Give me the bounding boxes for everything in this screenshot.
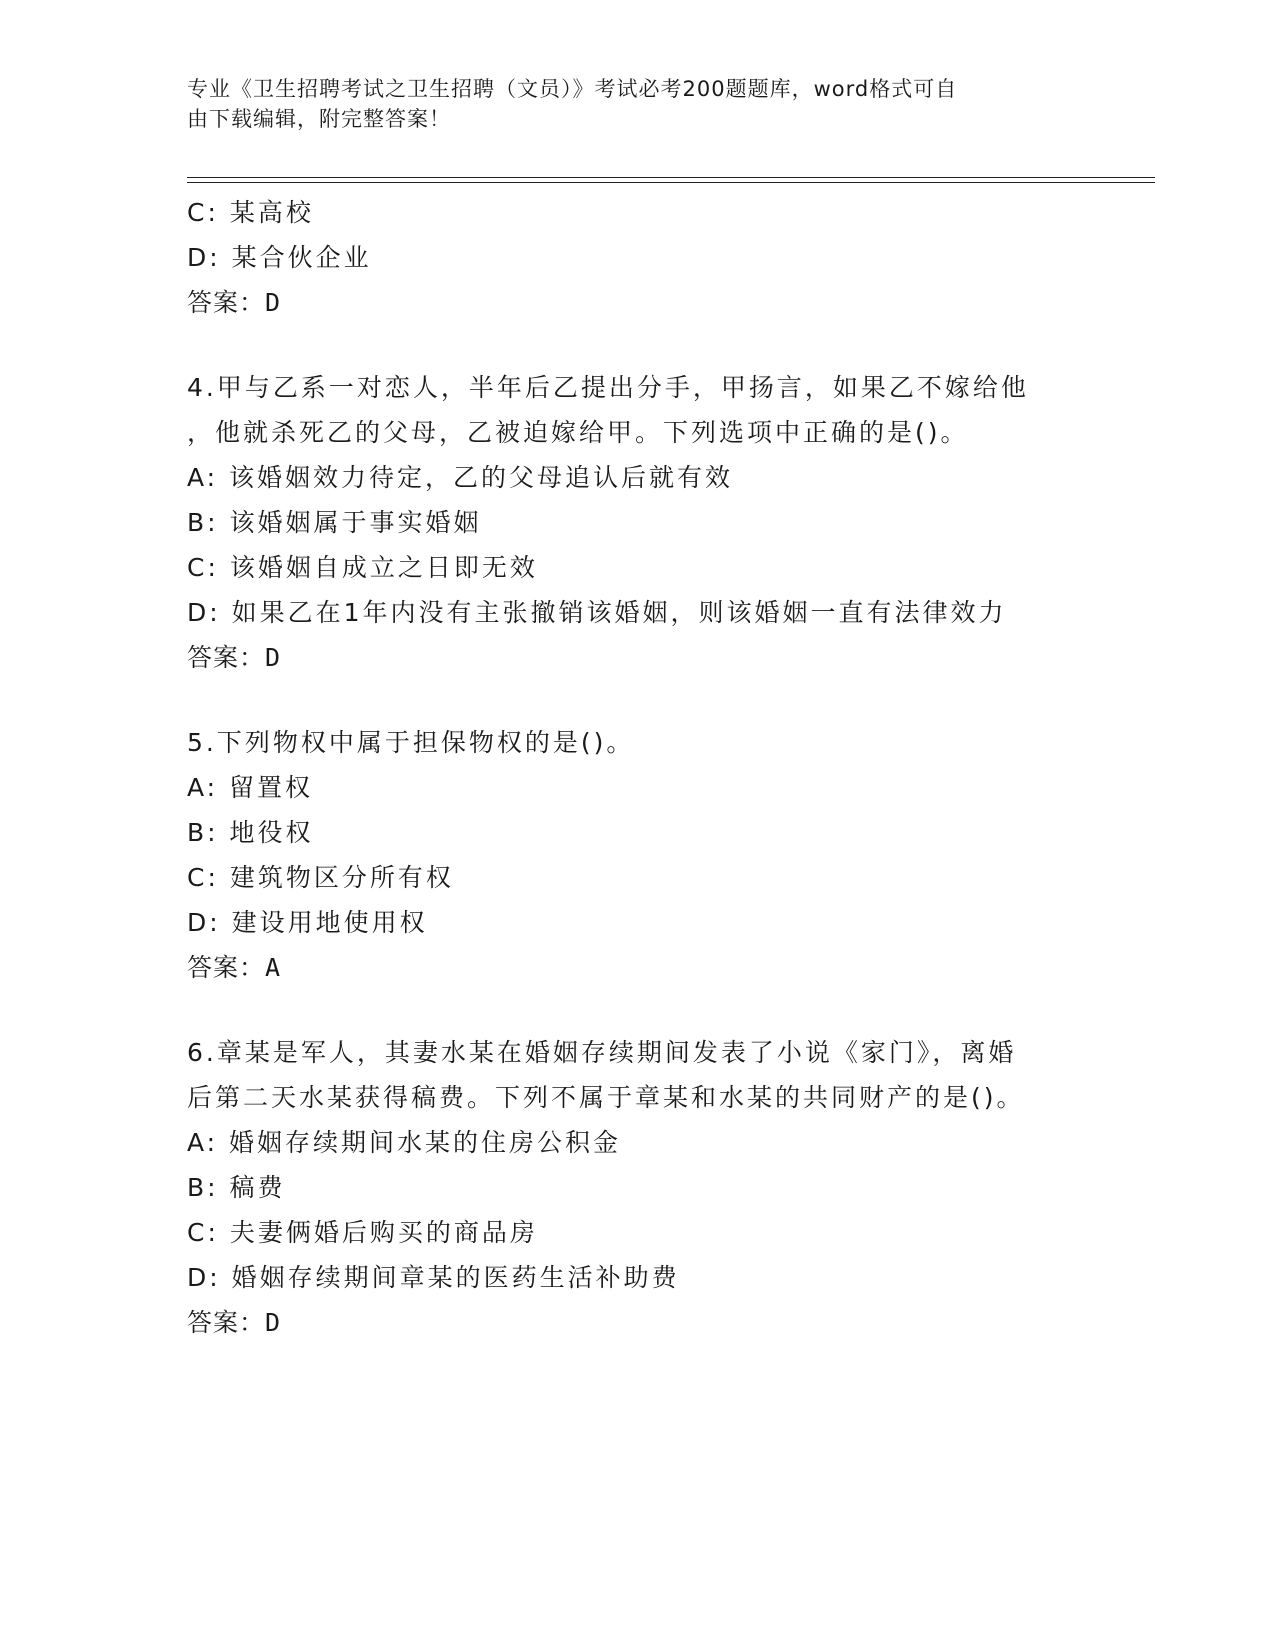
question-stem-line: ，他就杀死乙的父母，乙被迫嫁给甲。下列选项中正确的是()。	[187, 418, 969, 447]
option-d: D: 婚姻存续期间章某的医药生活补助费	[187, 1263, 680, 1292]
answer-value: D	[265, 288, 283, 317]
header-divider-top	[187, 177, 1155, 178]
answer-line	[187, 945, 1117, 990]
option-c: C: 夫妻俩婚后购买的商品房	[187, 1218, 538, 1247]
option-b: B: 地役权	[187, 818, 314, 847]
option-a: A: 留置权	[187, 773, 314, 802]
question-6	[187, 1030, 1117, 1345]
answer-value: D	[265, 1308, 283, 1337]
answer-label: 答案：	[187, 288, 266, 317]
answer-label: 答案：	[187, 1308, 266, 1337]
option-a: A: 婚姻存续期间水某的住房公积金	[187, 1128, 622, 1157]
option-c: C: 该婚姻自成立之日即无效	[187, 553, 538, 582]
option-d: D: 建设用地使用权	[187, 908, 428, 937]
question-stem-line: 4.甲与乙系一对恋人，半年后乙提出分手，甲扬言，如果乙不嫁给他	[187, 373, 1029, 402]
answer-value: D	[265, 643, 283, 672]
answer-label: 答案：	[187, 643, 266, 672]
option-d: D: 如果乙在1年内没有主张撤销该婚姻，则该婚姻一直有法律效力	[187, 598, 1007, 627]
answer-label: 答案：	[187, 953, 266, 982]
question-3-continued	[187, 190, 1117, 325]
option-c: C: 建筑物区分所有权	[187, 863, 454, 892]
question-stem-line: 6.章某是军人，其妻水某在婚姻存续期间发表了小说《家门》，离婚	[187, 1038, 1017, 1067]
document-body	[187, 190, 1117, 1345]
header-line-2: 由下载编辑，附完整答案！	[187, 107, 451, 131]
question-4	[187, 365, 1117, 680]
answer-line	[187, 280, 1117, 325]
header-line-1: 专业《卫生招聘考试之卫生招聘（文员）》考试必考200题题库，word格式可自	[187, 77, 958, 101]
question-gap	[187, 325, 1117, 365]
option-a: A: 该婚姻效力待定，乙的父母追认后就有效	[187, 463, 734, 492]
answer-line	[187, 635, 1117, 680]
question-stem-line: 5.下列物权中属于担保物权的是()。	[187, 728, 635, 757]
document-header	[187, 74, 1077, 134]
question-5	[187, 720, 1117, 990]
option-d: D: 某合伙企业	[187, 243, 372, 272]
answer-value: A	[265, 953, 283, 982]
question-gap	[187, 680, 1117, 720]
option-b: B: 稿费	[187, 1173, 286, 1202]
option-b: B: 该婚姻属于事实婚姻	[187, 508, 482, 537]
question-gap	[187, 990, 1117, 1030]
question-stem-line: 后第二天水某获得稿费。下列不属于章某和水某的共同财产的是()。	[187, 1083, 1025, 1112]
answer-line	[187, 1300, 1117, 1345]
header-divider-bottom	[187, 182, 1155, 183]
option-c: C: 某高校	[187, 198, 314, 227]
